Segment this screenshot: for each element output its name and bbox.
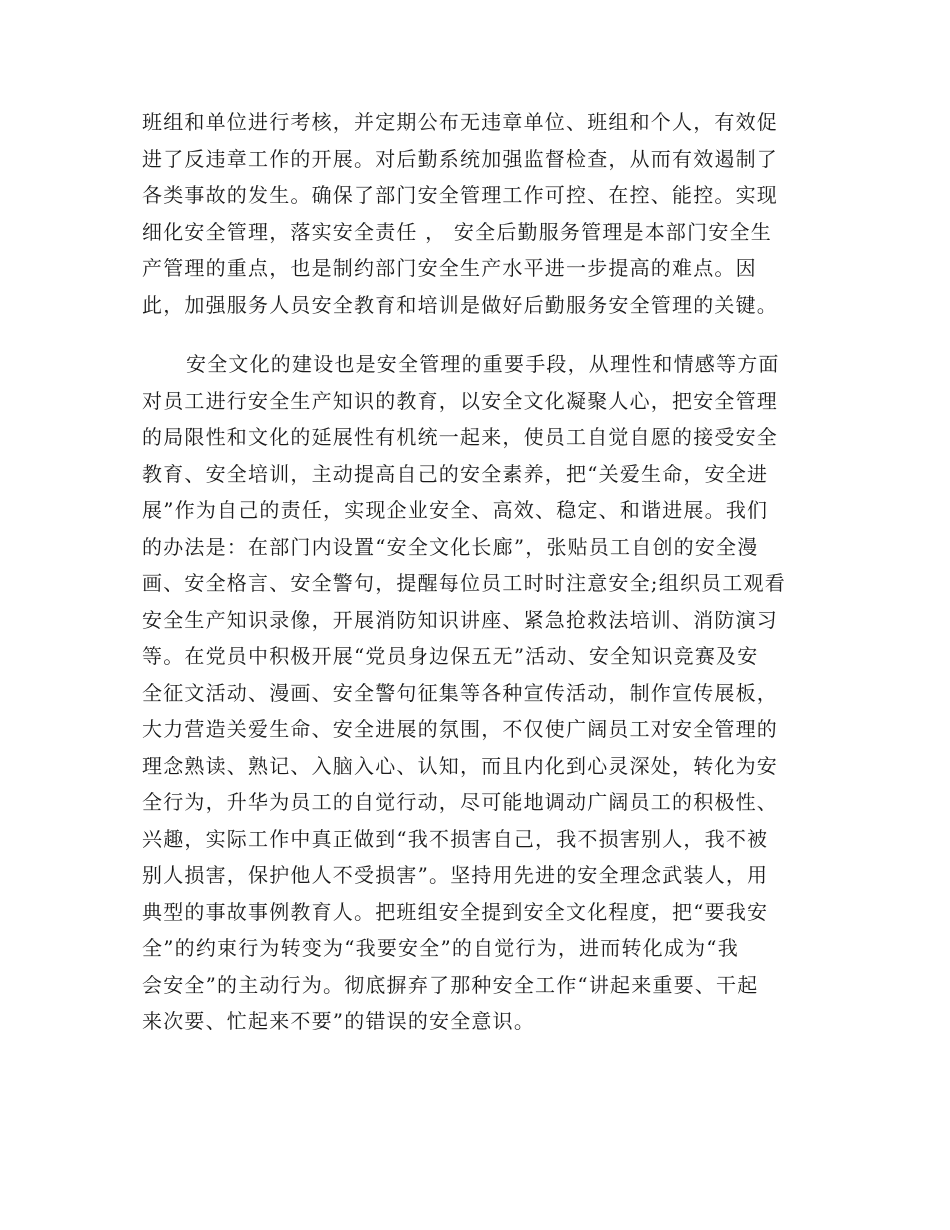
paragraph-2-line: 典型的事故事例教育人。把班组安全提到安全文化程度，把“要我安 (142, 899, 769, 924)
paragraph-2-line: 安全文化的建设也是安全管理的重要手段，从理性和情感等方面 (186, 352, 780, 376)
paragraph-2-line: 的局限性和文化的延展性有机统一起来，使员工自觉自愿的接受安全 (142, 425, 778, 449)
paragraph-1-line: 各类事故的发生。确保了部门安全管理工作可控、在控、能控。实现 (142, 183, 778, 207)
paragraph-2 (142, 346, 812, 1040)
paragraph-1-line: 此，加强服务人员安全教育和培训是做好后勤服务安全管理的关键。 (142, 292, 778, 317)
paragraph-2-line: 别人损害，保护他人不受损害”。坚持用先进的安全理念武装人，用 (142, 863, 769, 887)
paragraph-2-line: 画、安全格言、安全警句，提醒每位员工时时注意安全;组织员工观看 (142, 571, 786, 595)
paragraph-1-line: 细化安全管理，落实安全责任 ， 安全后勤服务管理是本部门安全生 (142, 219, 772, 244)
paragraph-2-line: 等。在党员中积极开展“党员身边保五无”活动、安全知识竞赛及安 (142, 644, 759, 668)
paragraph-2-line: 全征文活动、漫画、安全警句征集等各种宣传活动，制作宣传展板， (142, 680, 778, 705)
paragraph-2-line: 教育、安全培训，主动提高自己的安全素养，把“关爱生命，安全进 (142, 461, 769, 486)
paragraph-2-line: 展”作为自己的责任，实现企业安全、高效、稳定、和谐进展。我们 (142, 498, 769, 522)
paragraph-1-line: 班组和单位进行考核，并定期公布无违章单位、班组和个人，有效促 (142, 110, 778, 134)
paragraph-1-line: 产管理的重点，也是制约部门安全生产水平进一步提高的难点。因 (142, 256, 757, 280)
paragraph-2-line: 全行为，升华为员工的自觉行动，尽可能地调动广阔员工的积极性、 (142, 790, 778, 814)
paragraph-2-line: 兴趣，实际工作中真正做到“我不损害自己，我不损害别人，我不被 (142, 826, 769, 851)
paragraph-2-line: 的办法是：在部门内设置“安全文化长廊”，张贴员工自创的安全漫 (142, 534, 759, 559)
paragraph-1-line: 进了反违章工作的开展。对后勤系统加强监督检查，从而有效遏制了 (142, 146, 778, 171)
paragraph-2-line: 理念熟读、熟记、入脑入心、认知，而且内化到心灵深处，转化为安 (142, 753, 778, 778)
paragraph-2-line: 对员工进行安全生产知识的教育，以安全文化凝聚人心，把安全管理 (142, 388, 778, 413)
paragraph-1 (142, 104, 812, 323)
paragraph-2-line: 大力营造关爱生命、安全进展的氛围，不仅使广阔员工对安全管理的 (142, 717, 778, 741)
paragraph-2-line: 来次要、忙起来不要”的错误的安全意识。 (142, 1009, 536, 1033)
paragraph-2-line: 会安全”的主动行为。彻底摒弃了那种安全工作“讲起来重要、干起 (142, 972, 759, 997)
paragraph-2-line: 全”的约束行为转变为“我要安全”的自觉行为，进而转化成为“我 (142, 936, 739, 960)
paragraph-2-line: 安全生产知识录像，开展消防知识讲座、紧急抢救法培训、消防演习 (142, 607, 778, 632)
